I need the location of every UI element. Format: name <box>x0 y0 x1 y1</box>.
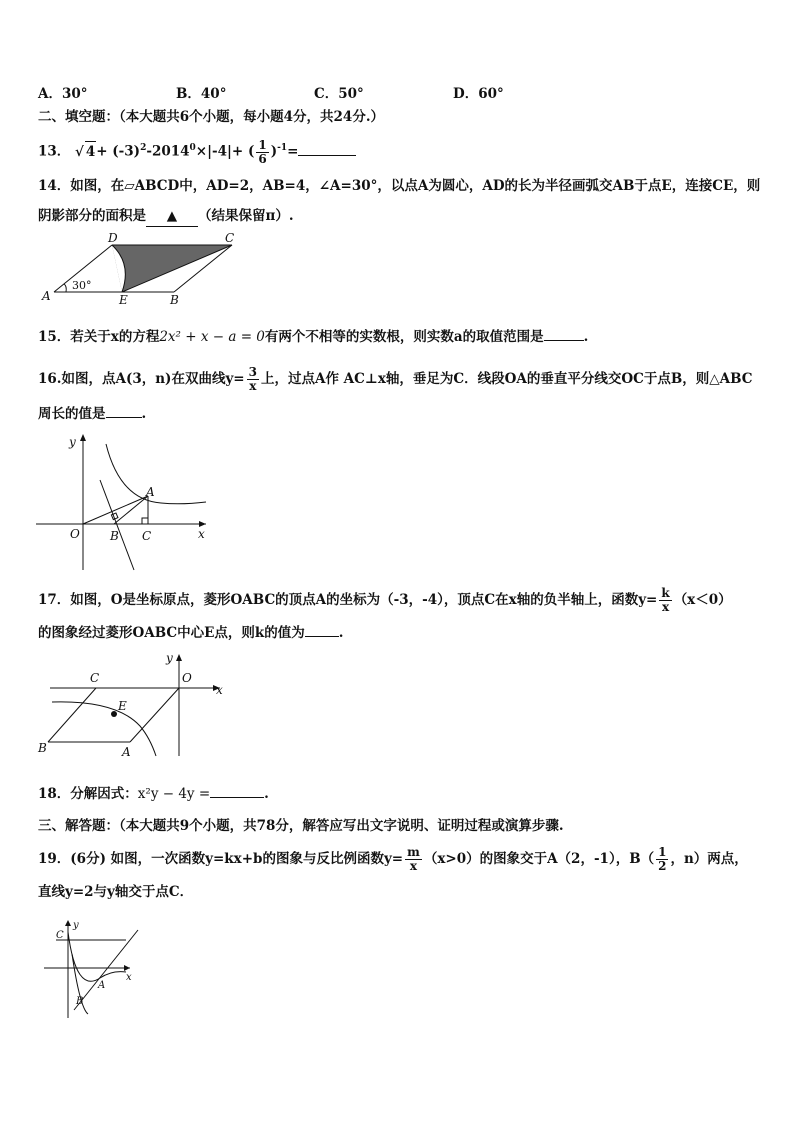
q17-line1: 17．如图，O是坐标原点，菱形OABC的顶点A的坐标为（-3，-4），顶点C在x轴的负半轴上，函数y= $\frac{k}{x}$ （x＜0） <box>38 586 732 614</box>
q15-answer-blank <box>544 340 584 341</box>
q14-label-b: B <box>170 293 179 307</box>
q17-label-c: C <box>90 671 100 685</box>
q17-center-point <box>111 711 117 717</box>
q16-label-x: x <box>198 527 205 541</box>
q16-label-o: O <box>70 527 80 541</box>
q17-label-b: B <box>38 741 47 755</box>
q16-figure <box>36 430 216 570</box>
q14-line1: 14．如图，在▱ABCD中，AD=2，AB=4，∠A=30°，以点A为圆心，AD的长为半径画弧交AB于点E，连接CE，则 <box>38 178 761 194</box>
q17-side-ob <box>130 688 179 742</box>
q13-sqrt: √ 4 <box>75 144 96 160</box>
q13-expr-a: + (-3) <box>96 143 141 160</box>
q14-answer-blank: ▲ <box>146 206 198 227</box>
q16-label-a: A <box>146 485 155 499</box>
q17-label-e: E <box>118 699 127 713</box>
q19-label-y: y <box>73 920 79 931</box>
q14-label-e: E <box>119 293 128 307</box>
q14-label-angle: 30° <box>72 279 92 292</box>
q18-expression: x²y − 4y = <box>137 786 211 802</box>
q17-label-x: x <box>216 683 223 697</box>
q16-line2: 周长的值是 . <box>38 406 147 422</box>
q19-y-arrow <box>65 920 71 926</box>
q15: 15．若关于x的方程2x² + x − a = 0有两个不相等的实数根，则实数a的取值范围是 . <box>38 329 589 345</box>
q19-label-b: B <box>76 996 84 1007</box>
section3-heading: 三、解答题：（本大题共9个小题，共78分，解答应写出文字说明、证明过程或演算步骤. <box>38 818 564 834</box>
section2-heading: 二、填空题：（本大题共6个小题，每小题4分，共24分.） <box>38 109 385 125</box>
q16-hyperbola <box>106 444 206 504</box>
q16-label-y: y <box>69 435 76 449</box>
q19-fraction-m-x: $\frac{m}{x}$ <box>407 845 420 873</box>
q13-expr-d: ) <box>270 143 278 160</box>
q19-label-a: A <box>98 980 106 991</box>
q16-right-angle-c <box>142 518 148 524</box>
q13-expr-c: ×|-4|+ ( <box>195 143 255 160</box>
q16-label-c: C <box>142 529 152 543</box>
option-c: C．50° <box>314 86 364 102</box>
q17-answer-blank <box>305 636 339 637</box>
q13 <box>38 138 356 166</box>
q16-segment-ab <box>114 496 148 524</box>
option-a: A．30° <box>38 86 88 102</box>
q14-label-c: C <box>225 231 235 245</box>
q16-fraction: $\frac{3}{x}$ <box>248 365 257 393</box>
q13-expr-e: = <box>287 143 299 160</box>
option-d: D．60° <box>453 86 504 102</box>
q14-label-d: D <box>108 231 118 245</box>
q17-label-a: A <box>122 745 131 759</box>
q19-figure <box>42 918 152 1018</box>
q19-fraction-half: $\frac{1}{2}$ <box>658 845 667 873</box>
q14-angle-mark <box>64 284 66 292</box>
q16-y-arrow <box>80 434 86 441</box>
q16-label-b: B <box>110 529 119 543</box>
q17-label-y: y <box>166 651 173 665</box>
q16-perp-bisector <box>100 480 134 570</box>
q13-expr-b: -2014 <box>146 143 190 160</box>
q17-y-arrow <box>176 654 182 661</box>
q19-label-c: C <box>56 930 64 941</box>
q18: 18．分解因式：x²y − 4y = . <box>38 786 269 802</box>
q17-fraction: $\frac{k}{x}$ <box>661 586 670 614</box>
q17-line2: 的图象经过菱形OABC中心E点，则k的值为 . <box>38 625 344 641</box>
q13-exp-0: 0 <box>189 143 196 153</box>
q19-x-arrow <box>124 965 130 971</box>
q19-label-x: x <box>126 972 132 983</box>
q19-line1: 19．(6分) 如图，一次函数y=kx+b的图象与反比例函数y= $\frac{m}{x}$ （x>0）的图象交于A（2，-1），B（ $\frac{1}{2}$ ，n）两点， <box>38 845 748 873</box>
q16-answer-blank <box>106 417 142 418</box>
q18-answer-blank <box>210 797 264 798</box>
q14-shaded-region <box>112 245 232 292</box>
q14-label-a: A <box>42 289 51 303</box>
q13-fraction: $\frac{1}{6}$ <box>258 137 267 166</box>
q14-line2: 阴影部分的面积是 ▲ （结果保留π）. <box>38 206 294 227</box>
q13-exp-neg1: -1 <box>277 143 288 153</box>
q13-exp-2: 2 <box>140 143 147 153</box>
q13-num: 13． <box>38 143 71 160</box>
q16-line1: 16.如图，点A(3，n)在双曲线y= $\frac{3}{x}$ 上，过点A作 AC⊥x轴，垂足为C．线段OA的垂直平分线交OC于点B，则△ABC <box>38 365 753 393</box>
q17-hyperbola <box>52 702 156 756</box>
q14-figure <box>40 231 240 307</box>
q19-line2: 直线y=2与y轴交于点C． <box>38 884 194 900</box>
q17-side-cb <box>48 688 96 742</box>
q15-equation: 2x² + x − a = 0 <box>159 329 265 345</box>
q17-figure <box>36 652 236 762</box>
q13-answer-blank <box>298 155 356 156</box>
q19-linear-function <box>74 930 138 1010</box>
option-b: B．40° <box>176 86 227 102</box>
q17-label-o: O <box>182 671 192 685</box>
